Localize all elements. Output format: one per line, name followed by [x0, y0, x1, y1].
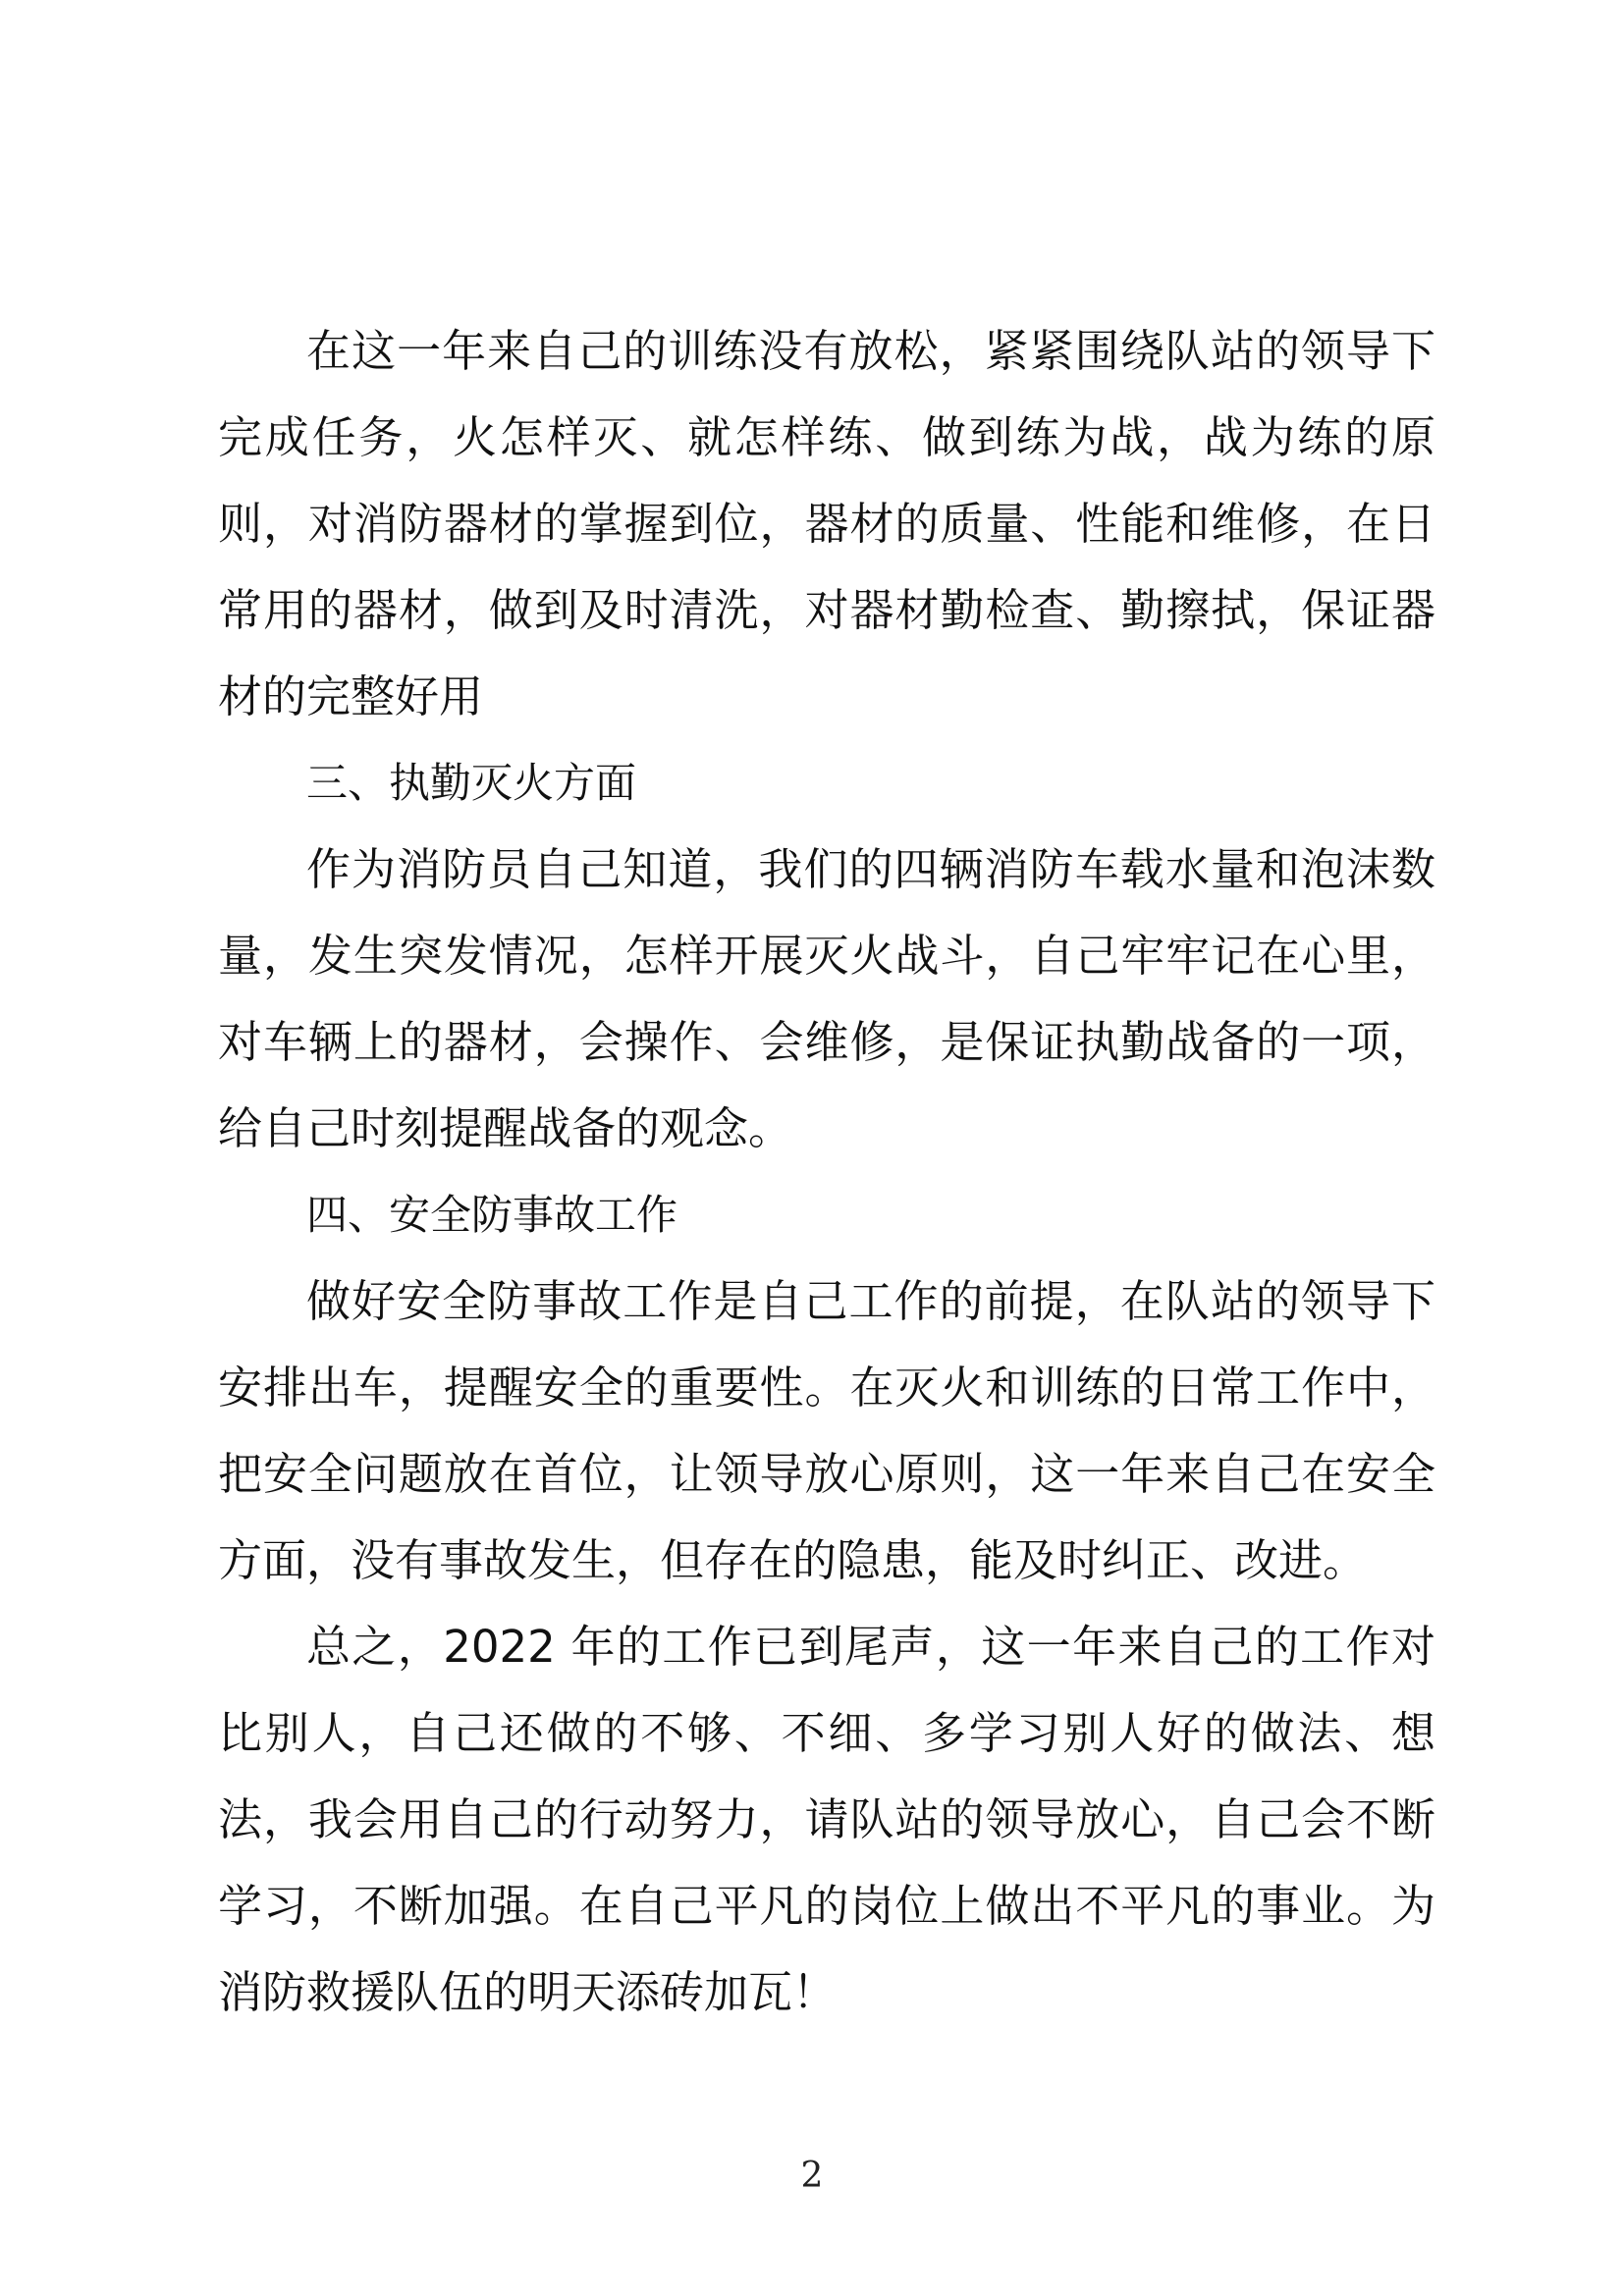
document-body	[218, 308, 1435, 2036]
section-heading-firefighting-duty: 三、执勤灭火方面	[306, 759, 637, 807]
paragraph-firefighting-duty: 作为消防员自己知道，我们的四辆消防车载水量和泡沫数量，发生突发情况，怎样开展灭火战斗，自己牢牢记在心里，对车辆上的器材，会操作、会维修，是保证执勤战备的一项，给自己时刻提醒战备的观念。	[218, 843, 1435, 1154]
paragraph-conclusion: 总之，2022 年的工作已到尾声，这一年来自己的工作对比别人，自己还做的不够、不细、多学习别人好的做法、想法，我会用自己的行动努力，请队站的领导放心，自己会不断学习，不断加强。在自己平凡的岗位上做出不平凡的事业。为消防救援队伍的明天添砖加瓦！	[218, 1621, 1435, 2018]
paragraph-training: 在这一年来自己的训练没有放松，紧紧围绕队站的领导下完成任务，火怎样灭、就怎样练、做到练为战，战为练的原则，对消防器材的掌握到位，器材的质量、性能和维修，在日常用的器材，做到及时清洗，对器材勤检查、勤擦拭，保证器材的完整好用	[218, 325, 1435, 722]
paragraph-safety: 做好安全防事故工作是自己工作的前提，在队站的领导下安排出车，提醒安全的重要性。在灭火和训练的日常工作中，把安全问题放在首位，让领导放心原则，这一年来自己在安全方面，没有事故发生，但存在的隐患，能及时纠正、改进。	[218, 1275, 1435, 1586]
page-number: 2	[800, 2156, 824, 2196]
section-heading-safety: 四、安全防事故工作	[306, 1191, 678, 1239]
